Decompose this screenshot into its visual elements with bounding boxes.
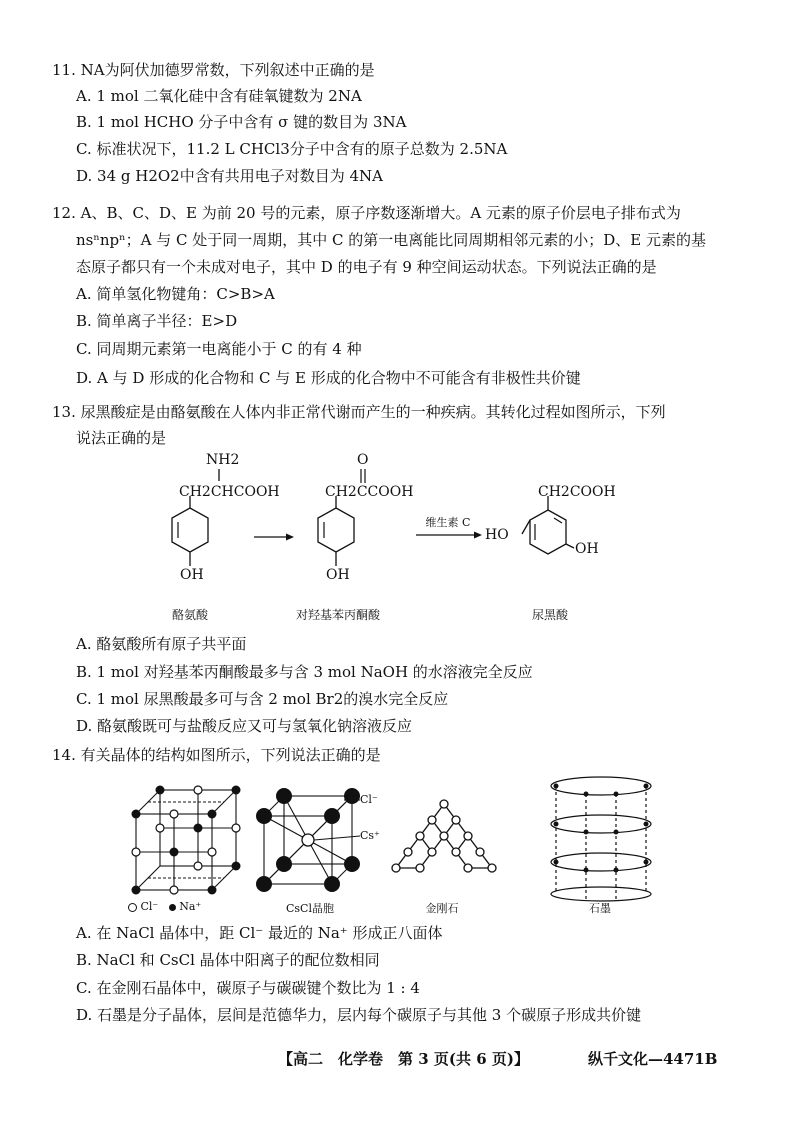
q13-option-d: D. 酪氨酸既可与盐酸反应又可与氢氧化钠溶液反应 xyxy=(76,717,413,735)
q13-stem-line-2: 说法正确的是 xyxy=(76,429,167,447)
homogentisic-benzene-ring xyxy=(522,496,572,566)
tyrosine-chain: CH2CHCOOH xyxy=(179,484,280,500)
q11-option-b: B. 1 mol HCHO 分子中含有 σ 键的数目为 3NA xyxy=(76,113,407,131)
q14-stem: 14. 有关晶体的结构如图所示，下列说法正确的是 xyxy=(52,746,381,764)
q12-stem-line-3: 态原子都只有一个未成对电子，其中 D 的电子有 9 种空间运动状态。下列说法正确的是 xyxy=(76,258,657,276)
q12-option-a: A. 简单氢化物键角：C>B>A xyxy=(76,285,275,303)
cscl-unit-cell-diagram xyxy=(252,784,372,894)
q11-option-a: A. 1 mol 二氧化硅中含有硅氧键数为 2NA xyxy=(76,87,362,105)
keto-acid-benzene-ring xyxy=(316,496,356,576)
q13-option-b: B. 1 mol 对羟基苯丙酮酸最多与含 3 mol NaOH 的水溶液完全反应 xyxy=(76,663,533,681)
sodium-legend-icon xyxy=(169,904,176,911)
q12-stem-line-2: nsⁿnpⁿ；A 与 C 处于同一周期，其中 C 的第一电离能比同周期相邻元素的小；D、E 元素的基 xyxy=(76,231,706,249)
tyrosine-benzene-ring xyxy=(170,496,210,576)
q11-option-d: D. 34 g H2O2中含有共用电子对数目为 4NA xyxy=(76,167,383,185)
keto-acid-chain: CH2CCOOH xyxy=(325,484,414,500)
keto-acid-carbonyl-bond xyxy=(358,469,368,483)
graphite-caption: 石墨 xyxy=(589,902,611,915)
q13-option-a: A. 酪氨酸所有原子共平面 xyxy=(76,635,247,653)
keto-acid-oh: OH xyxy=(326,567,350,583)
chloride-legend-icon xyxy=(128,903,137,912)
q11-stem: 11. NA为阿伏加德罗常数，下列叙述中正确的是 xyxy=(52,61,375,79)
cscl-caption: CsCl晶胞 xyxy=(286,902,334,915)
publisher-code: 纵千文化—4471B xyxy=(588,1050,718,1068)
tyrosine-nh2: NH2 xyxy=(206,452,240,468)
tyrosine-name: 酪氨酸 xyxy=(171,608,208,622)
keto-acid-oxygen: O xyxy=(357,452,369,468)
cscl-cl-label: Cl⁻ xyxy=(360,793,378,806)
nacl-legend xyxy=(128,900,201,913)
q14-option-b: B. NaCl 和 CsCl 晶体中阳离子的配位数相同 xyxy=(76,951,380,969)
q13-option-c: C. 1 mol 尿黑酸最多可与含 2 mol Br2的溴水完全反应 xyxy=(76,690,449,708)
q14-option-a: A. 在 NaCl 晶体中，距 Cl⁻ 最近的 Na⁺ 形成正八面体 xyxy=(76,924,443,942)
reaction-arrow-1 xyxy=(254,532,294,542)
homogentisic-name: 尿黑酸 xyxy=(531,608,568,622)
q12-stem-line-1: 12. A、B、C、D、E 为前 20 号的元素，原子序数逐渐增大。A 元素的原子价层电子排布式为 xyxy=(52,204,681,222)
cscl-cs-label: Cs⁺ xyxy=(360,829,380,842)
graphite-structure-diagram xyxy=(546,774,656,904)
q14-option-d: D. 石墨是分子晶体，层间是范德华力，层内每个碳原子与其他 3 个碳原子形成共价键 xyxy=(76,1006,642,1024)
q13-stem-line-1: 13. 尿黑酸症是由酪氨酸在人体内非正常代谢而产生的一种疾病。其转化过程如图所示，下列 xyxy=(52,403,666,421)
diamond-structure-diagram xyxy=(384,796,504,886)
homogentisic-chain: CH2COOH xyxy=(538,484,616,500)
nacl-lattice-diagram xyxy=(130,784,242,896)
homogentisic-oh: OH xyxy=(575,541,599,557)
q11-option-c: C. 标准状况下，11.2 L CHCl3分子中含有的原子总数为 2.5NA xyxy=(76,140,508,158)
legend-na-label: Na⁺ xyxy=(179,900,202,913)
tyrosine-oh: OH xyxy=(180,567,204,583)
tyrosine-nh2-bond xyxy=(212,469,226,481)
page-footer-info: 【高二 化学卷 第 3 页(共 6 页)】 xyxy=(278,1050,529,1068)
q12-option-b: B. 简单离子半径：E>D xyxy=(76,312,238,330)
keto-acid-name: 对羟基苯丙酮酸 xyxy=(296,608,381,622)
reaction-arrow-2 xyxy=(416,530,482,540)
legend-cl-label: Cl⁻ xyxy=(140,900,159,913)
q12-option-d: D. A 与 D 形成的化合物和 C 与 E 形成的化合物中不可能含有非极性共价键 xyxy=(76,369,581,387)
reagent-vitamin-c: 维生素 C xyxy=(425,516,471,529)
q12-option-c: C. 同周期元素第一电离能小于 C 的有 4 种 xyxy=(76,340,362,358)
q14-option-c: C. 在金刚石晶体中，碳原子与碳碳键个数比为 1 : 4 xyxy=(76,979,420,997)
homogentisic-ho: HO xyxy=(485,527,509,543)
diamond-caption: 金刚石 xyxy=(425,902,459,915)
